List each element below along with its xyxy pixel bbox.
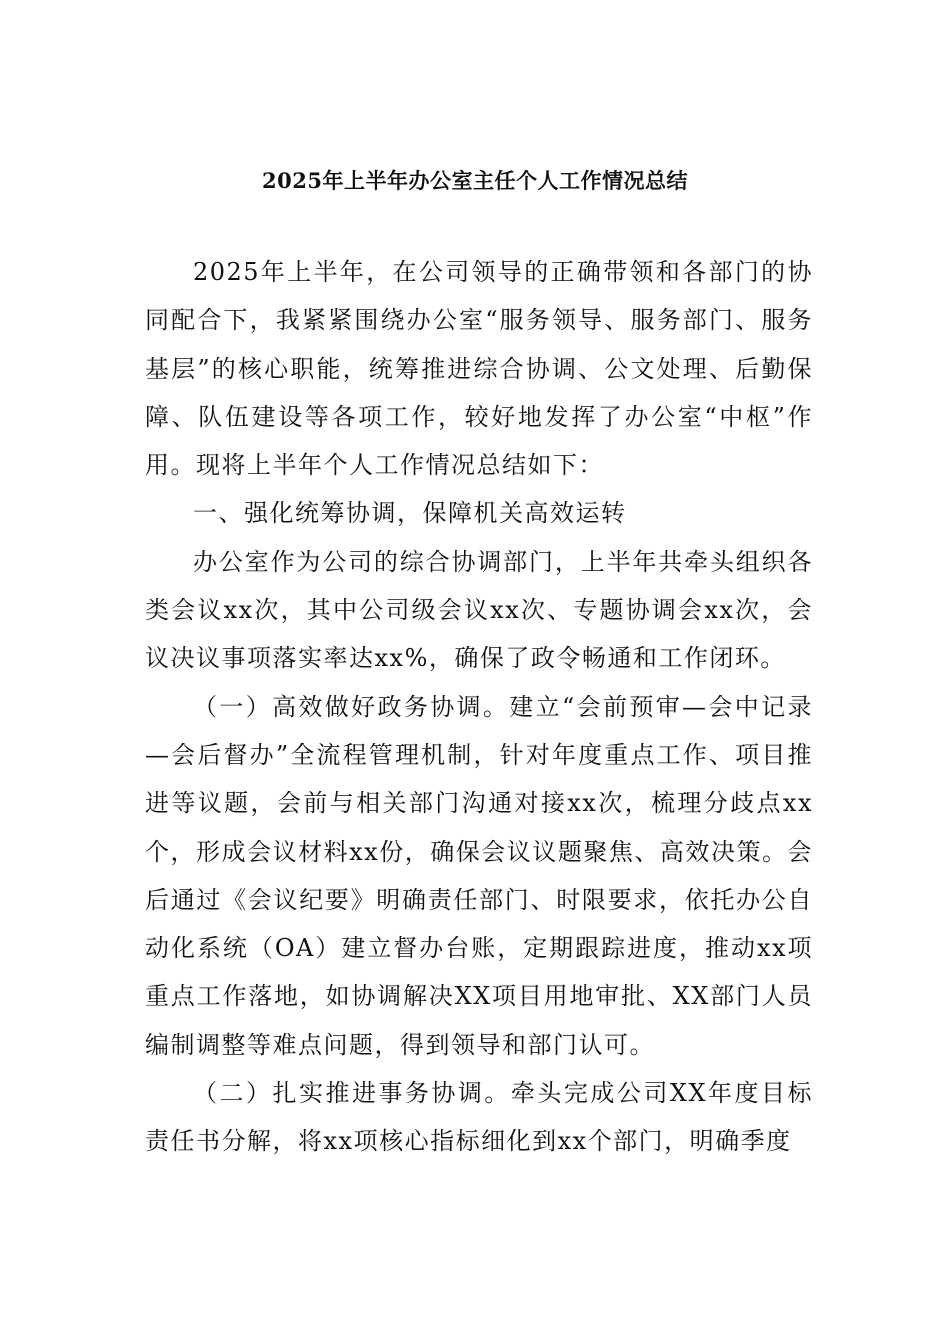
- section-heading-1: 一、强化统筹协调，保障机关高效运转: [193, 499, 627, 528]
- section-1-paragraph: 办公室作为公司的综合协调部门，上半年共牵头组织各类会议xx次，其中公司级会议xx次、专题协调会xx次，会议决议事项落实率达xx%，确保了政令畅通和工作闭环。: [145, 547, 813, 673]
- subsection-1-paragraph: （一）高效做好政务协调。建立“会前预审—会中记录—会后督办”全流程管理机制，针对年度重点工作、项目推进等议题，会前与相关部门沟通对接xx次，梳理分歧点xx个，形成会议材料xx份，确保会议议题聚焦、高效决策。会后通过《会议纪要》明确责任部门、时限要求，依托办公自动化系统（OA）建立督办台账，定期跟踪进度，推动xx项重点工作落地，如协调解决XX项目用地审批、XX部门人员编制调整等难点问题，得到领导和部门认可。: [145, 692, 813, 1059]
- document-title: 2025年上半年办公室主任个人工作情况总结: [262, 168, 688, 193]
- subsection-2-paragraph: （二）扎实推进事务协调。牵头完成公司XX年度目标责任书分解，将xx项核心指标细化到xx个部门，明确季度: [145, 1079, 813, 1156]
- document-body: [145, 248, 813, 1166]
- intro-paragraph: 2025年上半年，在公司领导的正确带领和各部门的协同配合下，我紧紧围绕办公室“服务领导、服务部门、服务基层”的核心职能，统筹推进综合协调、公文处理、后勤保障、队伍建设等各项工作，较好地发挥了办公室“中枢”作用。现将上半年个人工作情况总结如下：: [145, 258, 813, 480]
